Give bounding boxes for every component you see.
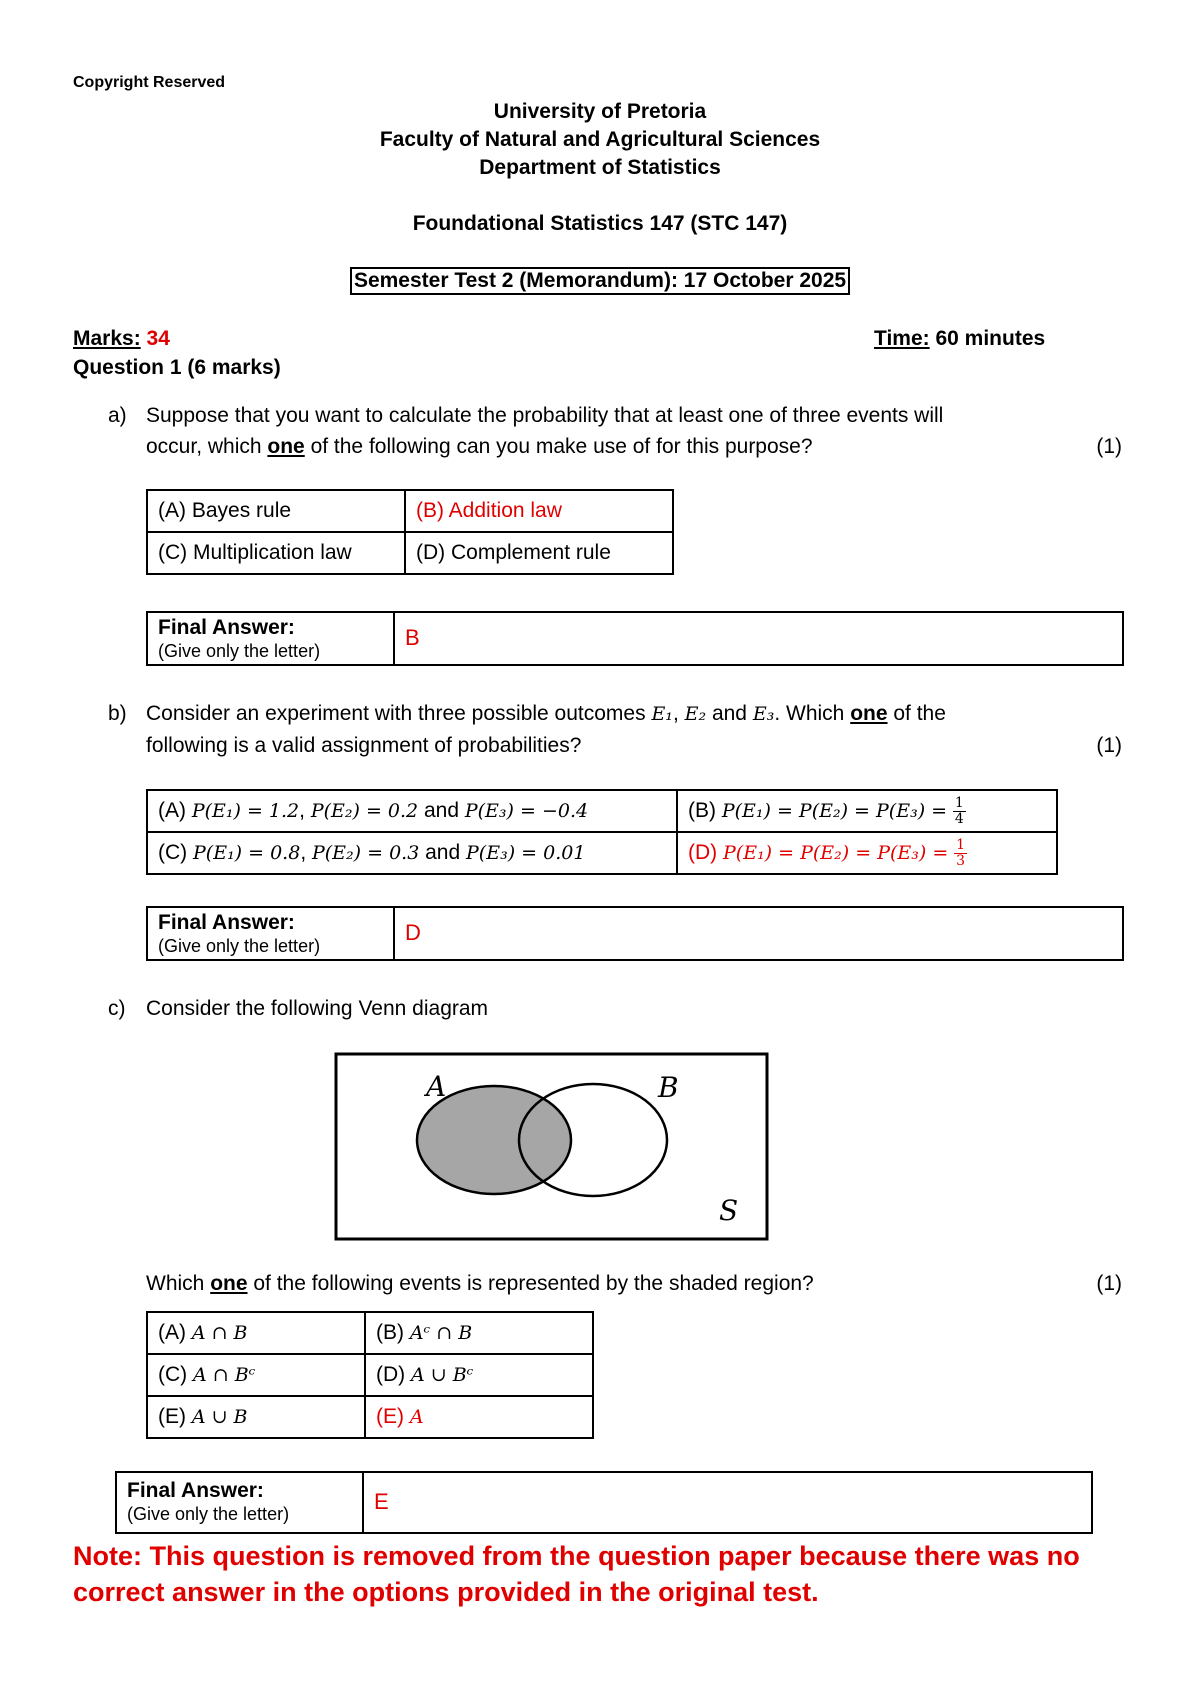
option-c-p1: P(E₁) = 0.8 <box>193 842 301 864</box>
option-e-set <box>147 1396 365 1438</box>
venn-diagram <box>334 1052 770 1242</box>
option-a-comma: , <box>299 799 311 822</box>
option-math: A ∪ Bᶜ <box>411 1364 474 1386</box>
option-e-correct-set <box>365 1396 593 1438</box>
option-math: A <box>409 1406 424 1428</box>
part-b-line2 <box>146 730 1146 761</box>
option-a-p2: P(E₂) = 0.2 <box>310 800 419 822</box>
option-d-probabilities <box>677 832 1057 874</box>
part-a-line2-post: of the following can you make use of for this purpose? <box>304 435 813 458</box>
part-b-line1-pre: Consider an experiment with three possible outcomes <box>146 702 652 725</box>
part-b-line1-post: of the <box>887 702 946 725</box>
part-b-answer: D <box>405 920 421 945</box>
time-line <box>874 323 1045 354</box>
final-answer-label <box>117 1473 364 1532</box>
fraction-denominator: 4 <box>954 810 964 827</box>
option-b-probabilities <box>677 790 1057 832</box>
option-c-set <box>147 1354 365 1396</box>
part-a-line2-pre: occur, which <box>146 435 268 458</box>
part-c-question <box>146 1268 1146 1299</box>
option-label: (E) <box>158 1405 192 1428</box>
test-title: Semester Test 2 (Memorandum): 17 October 2025 <box>350 267 850 295</box>
part-b-and: and <box>706 702 753 725</box>
part-c-answer: E <box>374 1489 389 1514</box>
option-b-addition: (B) Addition law <box>405 490 673 532</box>
part-c-letter: c) <box>108 997 126 1020</box>
fraction-one-third <box>954 838 967 869</box>
time-label: Time: <box>874 327 930 350</box>
final-answer-title: Final Answer: <box>127 1479 264 1502</box>
option-d-set <box>365 1354 593 1396</box>
option-c-multiplication: (C) Multiplication law <box>147 532 405 574</box>
sample-space-label: S <box>719 1194 739 1227</box>
fraction-denominator: 3 <box>956 852 966 869</box>
option-c-p2: P(E₂) = 0.3 <box>311 842 420 864</box>
option-a-and: and <box>418 799 465 822</box>
part-b-text <box>146 698 1146 761</box>
part-c-emphasis: one <box>210 1272 248 1295</box>
part-a-letter: a) <box>108 404 127 427</box>
option-d-equation: P(E₁) = P(E₂) = P(E₃) = <box>723 841 949 864</box>
part-c-q-post: of the following events is represented by the shaded region? <box>247 1272 814 1295</box>
option-c-probabilities <box>147 832 677 874</box>
option-d-label: (D) <box>688 840 723 864</box>
test-title-wrap <box>0 267 1200 295</box>
final-answer-title: Final Answer: <box>158 911 295 934</box>
part-c-q-pre: Which <box>146 1272 211 1295</box>
part-b-final-answer-box <box>146 906 1124 961</box>
marks-label: Marks: <box>73 327 141 350</box>
part-a-final-answer-box <box>146 611 1124 666</box>
part-a-line1: Suppose that you want to calculate the probability that at least one of three events will <box>146 404 944 427</box>
option-label: (B) <box>376 1321 410 1344</box>
option-a-set <box>147 1312 365 1354</box>
course-title: Foundational Statistics 147 (STC 147) <box>412 212 788 235</box>
faculty-name: Faculty of Natural and Agricultural Sciences <box>379 128 821 151</box>
option-a-label: (A) <box>158 799 192 822</box>
option-math: Aᶜ ∩ B <box>409 1322 473 1344</box>
option-a-probabilities <box>147 790 677 832</box>
final-answer-label <box>148 613 395 664</box>
option-b-equation: P(E₁) = P(E₂) = P(E₃) = <box>721 799 948 822</box>
part-c-options-table <box>146 1311 594 1439</box>
option-a-p3: P(E₃) = −0.4 <box>464 800 589 822</box>
department-name: Department of Statistics <box>479 156 721 179</box>
part-b-options-table <box>146 789 1058 875</box>
option-math: A ∪ B <box>191 1406 248 1428</box>
part-a-text <box>146 400 1146 462</box>
part-c-marks: (1) <box>1096 1272 1122 1295</box>
outcome-e2: E₂ <box>684 703 707 725</box>
outcome-e1: E₁ <box>651 703 673 725</box>
part-c-final-answer-box <box>115 1471 1093 1534</box>
option-a-p1: P(E₁) = 1.2 <box>191 800 300 822</box>
part-b-comma: , <box>672 702 685 725</box>
set-b-label: B <box>658 1071 679 1104</box>
outcome-e3: E₃ <box>752 703 775 725</box>
part-b-marks: (1) <box>1096 734 1122 757</box>
part-a-marks: (1) <box>1096 435 1122 458</box>
final-answer-hint: (Give only the letter) <box>158 641 321 661</box>
option-b-set <box>365 1312 593 1354</box>
university-name: University of Pretoria <box>493 100 707 123</box>
fraction-numerator: 1 <box>956 836 966 853</box>
part-b-line1-mid: . Which <box>774 702 851 725</box>
final-answer-hint: (Give only the letter) <box>127 1504 290 1524</box>
option-b-label: (B) <box>688 798 722 822</box>
option-c-comma: , <box>300 841 312 864</box>
time-value: 60 minutes <box>935 327 1046 350</box>
set-a-label: A <box>426 1070 447 1103</box>
option-c-label: (C) <box>158 841 193 864</box>
option-label: (A) <box>158 1321 192 1344</box>
part-a-emphasis: one <box>267 435 305 458</box>
marks-line <box>73 323 170 354</box>
final-answer-label <box>148 908 395 959</box>
option-math: A ∩ B <box>191 1322 248 1344</box>
final-answer-title: Final Answer: <box>158 616 295 639</box>
final-answer-hint: (Give only the letter) <box>158 936 321 956</box>
option-label: (E) <box>376 1405 410 1428</box>
part-b-letter: b) <box>108 702 127 725</box>
option-math: A ∩ Bᶜ <box>193 1364 256 1386</box>
fraction-numerator: 1 <box>954 794 964 811</box>
part-b-emphasis: one <box>850 702 888 725</box>
part-b-line1 <box>146 698 1146 730</box>
part-c-intro: Consider the following Venn diagram <box>146 997 489 1020</box>
copyright-notice: Copyright Reserved <box>73 74 226 91</box>
option-a-bayes: (A) Bayes rule <box>147 490 405 532</box>
part-b-line2-text: following is a valid assignment of probabilities? <box>146 734 582 757</box>
option-label: (C) <box>158 1363 193 1386</box>
part-a-options-table <box>146 489 674 575</box>
part-a-line2 <box>146 431 1146 462</box>
question1-heading: Question 1 (6 marks) <box>73 356 281 379</box>
marks-value: 34 <box>146 327 170 350</box>
option-c-p3: P(E₃) = 0.01 <box>466 842 586 864</box>
part-a-answer: B <box>405 625 420 650</box>
option-c-and: and <box>419 841 467 864</box>
option-label: (D) <box>376 1363 411 1386</box>
option-d-complement: (D) Complement rule <box>405 532 673 574</box>
fraction-one-quarter <box>953 796 966 827</box>
removal-note: Note: This question is removed from the question paper because there was no correct answer in the options provided in the original test. <box>73 1541 1080 1607</box>
